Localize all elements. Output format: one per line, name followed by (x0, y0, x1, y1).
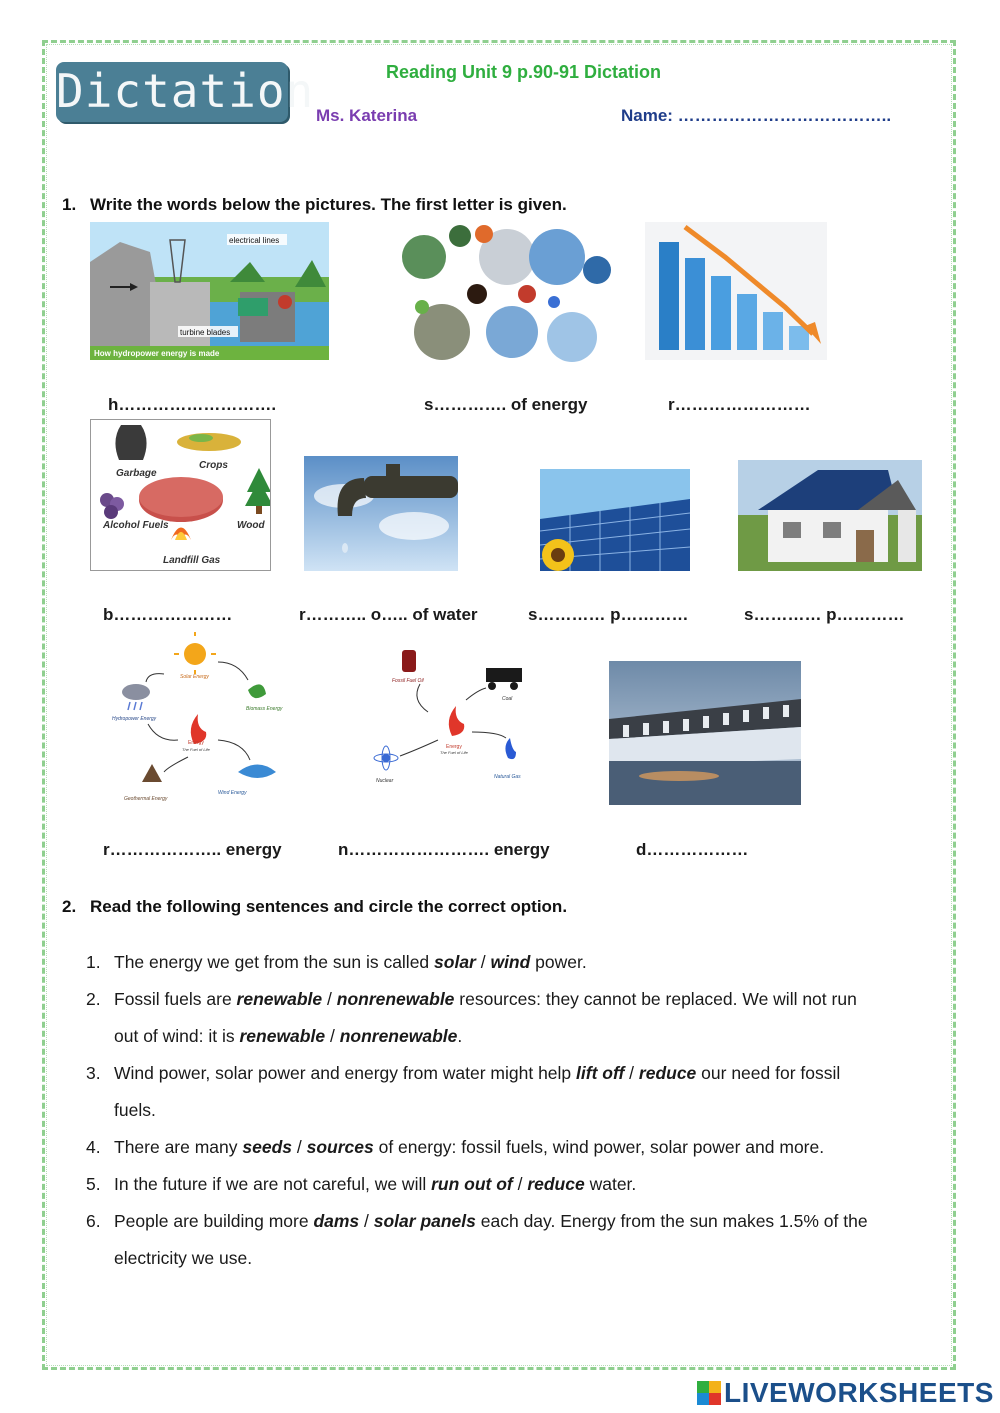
label-wind-energy: Wind Energy (218, 790, 247, 796)
nonrenewable-energy-picture (366, 640, 534, 798)
biomass-picture (90, 419, 271, 571)
declining-bar-chart (645, 222, 827, 360)
label-hydro-caption: How hydropower energy is made (94, 349, 220, 358)
blank-reduce[interactable]: r…………………… (668, 395, 811, 414)
option-a[interactable]: lift off (576, 1063, 625, 1083)
option-separator: / (322, 989, 337, 1009)
option-separator: / (292, 1137, 307, 1157)
option-separator: / (624, 1063, 639, 1083)
label-energy-center: Energy (188, 740, 204, 746)
worksheet-title: Reading Unit 9 p.90-91 Dictation (386, 62, 662, 82)
section2-number: 2. (62, 897, 77, 916)
label-landfill-gas: Landfill Gas (163, 555, 221, 566)
sentence-text-end: . (457, 1026, 463, 1046)
sentence-text: There are many (114, 1137, 243, 1157)
option-b[interactable]: reduce (638, 1063, 697, 1083)
label-fossil-fuel-oil: Fossil Fuel Oil (392, 678, 424, 684)
blank-hydropower[interactable]: h………………………. (108, 395, 277, 414)
sentence-number: 5. (86, 1174, 101, 1194)
label-alcohol-fuels: Alcohol Fuels (103, 520, 169, 531)
blank-solar-panels[interactable]: s………… p………… (528, 605, 689, 624)
blank-solar-power[interactable]: s………… p………… (744, 605, 905, 624)
option-separator: / (325, 1026, 340, 1046)
blank-biomass[interactable]: b………………… (103, 605, 233, 624)
sentence-text-end: power. (530, 952, 587, 972)
option-separator: / (359, 1211, 374, 1231)
sentence-text-end: each day. Energy from the sun makes 1.5% of the (475, 1211, 868, 1231)
sentence-3 (86, 1055, 926, 1092)
sentence-3-continued (86, 1092, 926, 1129)
sentence-text-end: our need for fossil (696, 1063, 841, 1083)
section2-instruction: Read the following sentences and circle the correct option. (90, 897, 568, 916)
section1-instruction: Write the words below the pictures. The first letter is given. (90, 195, 567, 214)
water-tap-photo (304, 456, 458, 571)
dictation-logo (56, 62, 315, 122)
label-crops: Crops (199, 460, 228, 471)
option-b[interactable]: solar panels (373, 1211, 476, 1231)
option-b[interactable]: nonrenewable (339, 1026, 458, 1046)
sentence-text: People are building more (114, 1211, 314, 1231)
label-wood: Wood (237, 520, 265, 531)
option-a[interactable]: dams (313, 1211, 360, 1231)
label-garbage: Garbage (116, 468, 157, 479)
sentence-text: fuels. (114, 1100, 156, 1120)
option-b[interactable]: nonrenewable (336, 989, 455, 1009)
teacher-name: Ms. Katerina (316, 106, 418, 125)
logo-text: Dictation (56, 64, 315, 118)
sentence-2-continued (86, 1018, 926, 1055)
house-solar-picture (738, 460, 922, 571)
section1-number: 1. (62, 195, 77, 214)
label-energy-center-2: Energy (446, 744, 462, 750)
section2-heading (62, 897, 567, 917)
renewable-energy-cycle (108, 632, 293, 807)
blank-renewable-energy[interactable]: r……………….. energy (103, 840, 282, 859)
sentence-number: 1. (86, 952, 101, 972)
solar-panels-photo (540, 469, 690, 571)
blank-nonrenewable-energy[interactable]: n……………………. energy (338, 840, 550, 859)
sentence-6-continued (86, 1240, 926, 1277)
option-b[interactable]: sources (306, 1137, 374, 1157)
solar-panels-picture (540, 469, 690, 571)
option-a[interactable]: seeds (242, 1137, 293, 1157)
option-b[interactable]: wind (490, 952, 531, 972)
sentence-2 (86, 981, 926, 1018)
renewable-energy-picture (108, 632, 293, 807)
sentence-number: 6. (86, 1211, 101, 1231)
sentence-5 (86, 1166, 926, 1203)
hydropower-picture (90, 222, 329, 360)
option-a[interactable]: renewable (239, 1026, 326, 1046)
label-turbine-blades: turbine blades (180, 328, 231, 337)
sentence-text-end: water. (584, 1174, 637, 1194)
student-name-field[interactable]: Name: ……………………………….. (621, 106, 892, 125)
tap-picture (304, 456, 458, 571)
sentence-text-end: of energy: fossil fuels, wind power, solar power and more. (373, 1137, 825, 1157)
sentence-text: electricity we use. (114, 1248, 253, 1268)
label-biomass-energy: Biomass Energy (246, 706, 283, 712)
sentence-text-end: resources: they cannot be replaced. We will not run (454, 989, 857, 1009)
option-a[interactable]: run out of (431, 1174, 513, 1194)
sentence-6 (86, 1203, 926, 1240)
sentence-number: 3. (86, 1063, 101, 1083)
sentence-number: 4. (86, 1137, 101, 1157)
sentence-4 (86, 1129, 926, 1166)
option-a[interactable]: renewable (236, 989, 323, 1009)
reduce-picture (645, 222, 827, 360)
label-fuel-of-life-2: The Fuel of Life (440, 750, 468, 755)
option-b[interactable]: reduce (527, 1174, 585, 1194)
label-nuclear: Nuclear (376, 778, 394, 784)
option-separator: / (512, 1174, 528, 1194)
label-solar-energy: Solar Energy (180, 674, 209, 680)
option-a[interactable]: solar (434, 952, 476, 972)
section1-heading (62, 195, 567, 215)
dam-photo (609, 661, 801, 805)
hydropower-diagram (90, 222, 329, 360)
liveworksheets-logo[interactable] (697, 1378, 994, 1408)
label-fuel-of-life: The Fuel of Life (182, 747, 210, 752)
sentence-text: out of wind: it is (114, 1026, 240, 1046)
sentence-text: Wind power, solar power and energy from water might help (114, 1063, 577, 1083)
label-geothermal-energy: Geothermal Energy (124, 796, 168, 802)
sentence-text: The energy we get from the sun is called (114, 952, 435, 972)
label-natural-gas: Natural Gas (494, 774, 521, 780)
nonrenewable-energy-cycle (366, 640, 534, 798)
liveworksheets-badge-icon (697, 1381, 721, 1405)
dam-picture (609, 661, 801, 805)
option-separator: / (475, 952, 491, 972)
house-solar-photo (738, 460, 922, 571)
sentence-text: Fossil fuels are (114, 989, 237, 1009)
blank-running-out-of-water[interactable]: r……….. o….. of water (299, 605, 478, 624)
label-coal: Coal (502, 696, 513, 702)
blank-dam[interactable]: d……………… (636, 840, 749, 859)
sentence-text: In the future if we are not careful, we will (114, 1174, 432, 1194)
sentence-number: 2. (86, 989, 101, 1009)
energy-sources-picture (402, 222, 612, 362)
sentence-1 (86, 944, 926, 981)
blank-sources-of-energy[interactable]: s…………. of energy (424, 395, 588, 414)
label-electrical-lines: electrical lines (229, 236, 280, 245)
biomass-diagram (91, 420, 270, 570)
energy-sources-collage (402, 222, 612, 362)
label-hydropower-energy: Hydropower Energy (112, 716, 157, 722)
liveworksheets-brand: LIVEWORKSHEETS (724, 1377, 994, 1408)
